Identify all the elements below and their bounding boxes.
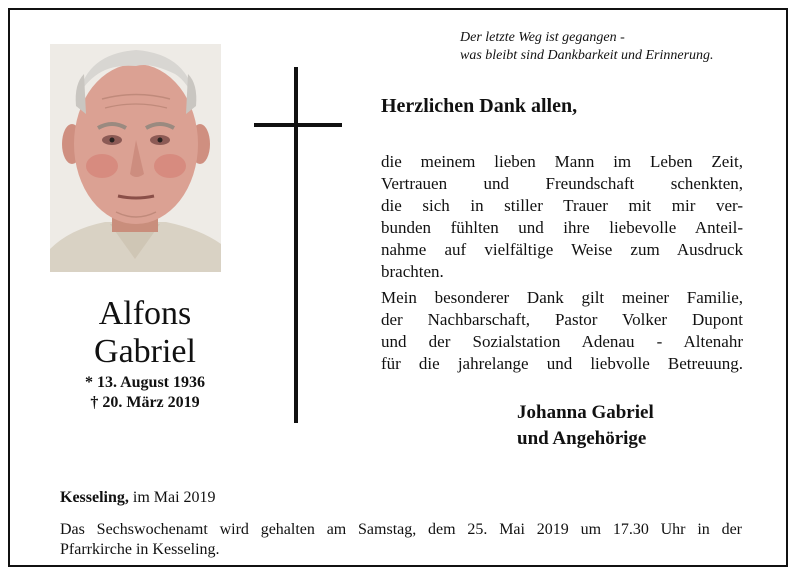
- motto-line-2: was bleibt sind Dankbarkeit und Erinnerung.: [460, 48, 714, 63]
- place-date-text: im Mai 2019: [132, 489, 216, 506]
- place-town: Kesseling,: [60, 489, 129, 506]
- mass-notice: [60, 520, 742, 560]
- thanks-paragraph-1: [381, 151, 743, 283]
- mass-notice-line-1: Das Sechswochenamt wird gehalten am Samstag, dem 25. Mai 2019 um 17.30 Uhr in der: [60, 521, 742, 538]
- cross-icon: [294, 67, 298, 423]
- deceased-last-name: Gabriel: [94, 333, 196, 370]
- thanks-paragraph-1-line: bunden fühlten und ihre liebevolle Anteil-: [381, 218, 743, 237]
- signature: [517, 400, 654, 452]
- death-date: † 20. März 2019: [90, 394, 200, 411]
- portrait-illustration: [50, 44, 221, 272]
- thanks-paragraph-2-line: und der Sozialstation Adenau - Altenahr: [381, 332, 743, 351]
- thanks-paragraph-1-line: nahme auf vielfältige Weise zum Ausdruck: [381, 240, 743, 259]
- thanks-paragraph-2-line: für die jahrelange und liebvolle Betreuung.: [381, 354, 743, 373]
- signature-line-1: Johanna Gabriel: [517, 402, 654, 423]
- thanks-heading: Herzlichen Dank allen,: [381, 95, 578, 117]
- signature-line-2: und Angehörige: [517, 428, 647, 449]
- thanks-paragraph-2-line: der Nachbarschaft, Pastor Volker Dupont: [381, 310, 743, 329]
- deceased-first-name: Alfons: [98, 295, 192, 332]
- thanks-paragraph-1-line: Vertrauen und Freundschaft schenkten,: [381, 174, 743, 193]
- portrait-photo: [50, 44, 221, 272]
- thanks-paragraph-1-line: brachten.: [381, 262, 444, 281]
- thanks-paragraph-1-line: die sich in stiller Trauer mit mir ver-: [381, 196, 743, 215]
- birth-date: * 13. August 1936: [84, 374, 206, 391]
- motto: [460, 29, 760, 65]
- thanks-paragraph-2: [381, 287, 743, 375]
- thanks-paragraph-1-line: die meinem lieben Mann im Leben Zeit,: [381, 152, 743, 171]
- thanks-paragraph-2-line: Mein besonderer Dank gilt meiner Familie,: [381, 288, 743, 307]
- cross-icon-bar: [254, 123, 342, 127]
- place-date: [60, 488, 216, 508]
- mass-notice-line-2: Pfarrkirche in Kesseling.: [60, 541, 220, 558]
- motto-line-1: Der letzte Weg ist gegangen -: [460, 30, 625, 45]
